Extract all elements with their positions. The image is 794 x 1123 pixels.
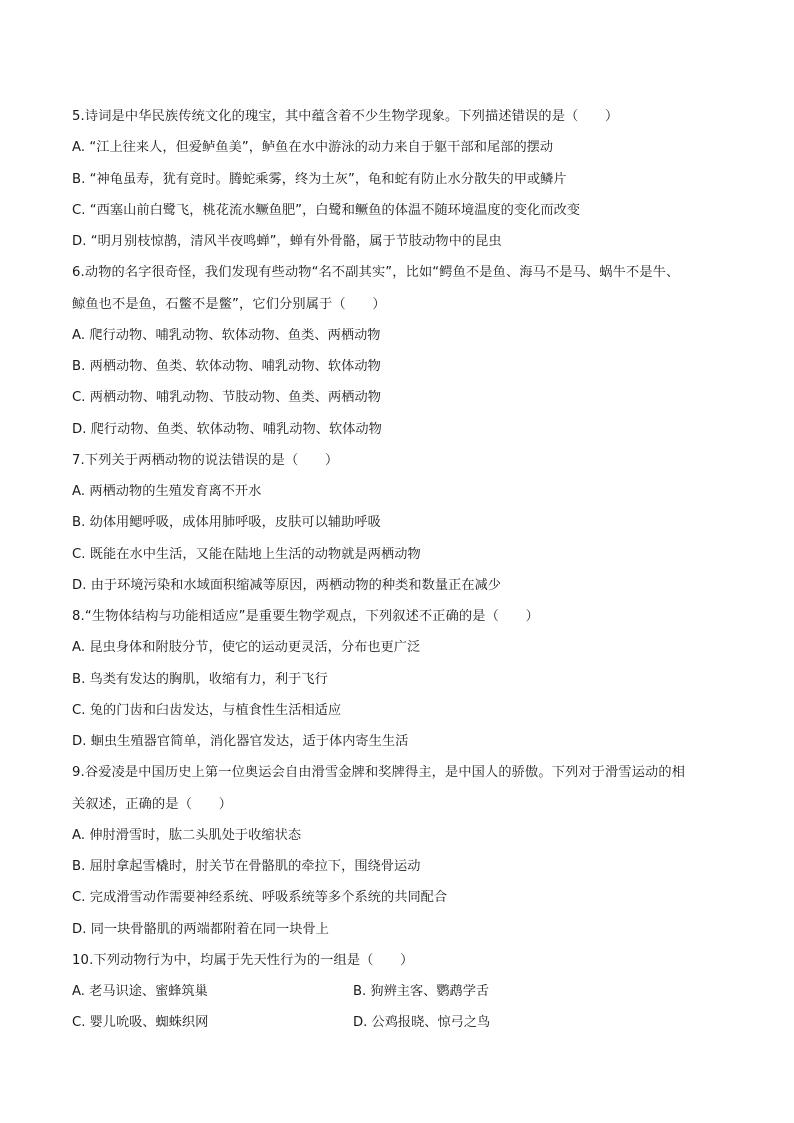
- question-10-options-row-1: [72, 976, 732, 1007]
- question-6-option-a: A. 爬行动物、哺乳动物、软体动物、鱼类、两栖动物: [72, 327, 381, 343]
- question-10-option-c: C. 婴儿吮吸、蜘蛛织网: [72, 1015, 209, 1031]
- question-6-stem-line-1: 6.动物的名字很奇怪，我们发现有些动物“名不副其实”，比如“鳄鱼不是鱼、海马不是马、蜗牛不是牛、: [72, 265, 680, 281]
- question-7-option-a: A. 两栖动物的生殖发育离不开水: [72, 484, 262, 499]
- question-10-option-b: B. 狗辨主客、鹦鹉学舌: [353, 984, 490, 999]
- question-10-options-row-2: [72, 1007, 732, 1038]
- question-8-option-b: B. 鸟类有发达的胸肌，收缩有力，利于飞行: [72, 671, 328, 687]
- question-9-stem-line-2: 关叙述，正确的是（ ）: [72, 796, 233, 812]
- question-5-option-c: C. “西塞山前白鹭飞，桃花流水鳜鱼肥”，白鹭和鳜鱼的体温不随环境温度的变化而改变: [72, 202, 581, 218]
- question-8-option-c: C. 兔的门齿和臼齿发达，与植食性生活相适应: [72, 702, 342, 718]
- question-8-option-d: D. 蛔虫生殖器官简单，消化器官发达，适于体内寄生生活: [72, 734, 409, 749]
- question-7-option-d: D. 由于环境污染和水域面积缩减等原因，两栖动物的种类和数量正在减少: [72, 577, 502, 593]
- question-list: [72, 101, 732, 1039]
- question-6-option-b: B. 两栖动物、鱼类、软体动物、哺乳动物、软体动物: [72, 359, 381, 374]
- question-7-stem: 7.下列关于两栖动物的说法错误的是（ ）: [72, 452, 339, 468]
- question-5-option-d: D. “明月别枝惊鹊，清风半夜鸣蝉”，蝉有外骨骼，属于节肢动物中的昆虫: [72, 234, 502, 249]
- question-9-option-a: A. 伸肘滑雪时，肱二头肌处于收缩状态: [72, 827, 302, 843]
- question-5-option-b: B. “神龟虽寿，犹有竟时。腾蛇乘雾，终为土灰”，龟和蛇有防止水分散失的甲或鳞片: [72, 171, 567, 187]
- question-10-option-d: D. 公鸡报晓、惊弓之鸟: [353, 1015, 491, 1031]
- question-6-stem-line-2: 鲸鱼也不是鱼，石鳖不是鳖”，它们分别属于（ ）: [72, 296, 386, 312]
- question-5-stem: 5.诗词是中华民族传统文化的瑰宝，其中蕴含着不少生物学现象。下列描述错误的是（ ）: [72, 109, 619, 124]
- question-9-option-b: B. 屈肘拿起雪橇时，肘关节在骨骼肌的牵拉下，围绕骨运动: [72, 859, 421, 874]
- question-5-option-a: A. “江上往来人，但爱鲈鱼美”，鲈鱼在水中游泳的动力来自于躯干部和尾部的摆动: [72, 140, 554, 156]
- question-7-option-b: B. 幼体用鳃呼吸，成体用肺呼吸，皮肤可以辅助呼吸: [72, 515, 381, 531]
- question-7-option-c: C. 既能在水中生活，又能在陆地上生活的动物就是两栖动物: [72, 546, 421, 562]
- question-8-stem: 8.“生物体结构与功能相适应”是重要生物学观点，下列叙述不正确的是（ ）: [72, 609, 539, 624]
- question-6-option-d: D. 爬行动物、鱼类、软体动物、哺乳动物、软体动物: [72, 421, 382, 437]
- question-9-option-c: C. 完成滑雪动作需要神经系统、呼吸系统等多个系统的共同配合: [72, 890, 448, 906]
- question-8-option-a: A. 昆虫身体和附肢分节，使它的运动更灵活，分布也更广泛: [72, 640, 421, 656]
- question-9-stem-line-1: 9.谷爱凌是中国历史上第一位奥运会自由滑雪金牌和奖牌得主，是中国人的骄傲。下列对于滑雪运动的相: [72, 765, 686, 781]
- question-10-option-a: A. 老马识途、蜜蜂筑巢: [72, 984, 208, 999]
- question-9-option-d: D. 同一块骨骼肌的两端都附着在同一块骨上: [72, 921, 329, 937]
- question-10-stem: 10.下列动物行为中，均属于先天性行为的一组是（ ）: [72, 952, 414, 968]
- question-6-option-c: C. 两栖动物、哺乳动物、节肢动物、鱼类、两栖动物: [72, 390, 381, 406]
